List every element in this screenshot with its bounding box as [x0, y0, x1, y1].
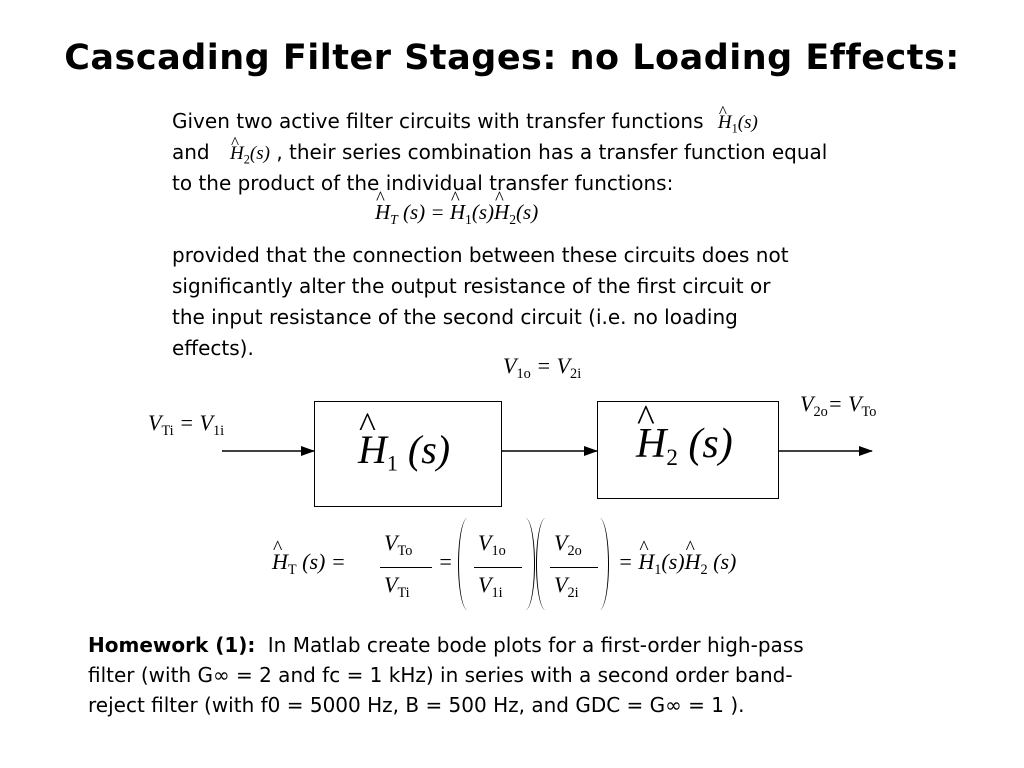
input-voltage-label: $V_{Ti} = V_{1i}$: [148, 410, 225, 439]
product-formula: ^ $H_T$ (s) = ^ $H_1(s)\^{}$ $H_2(s)$: [375, 200, 538, 228]
homework-text-1: In Matlab create bode plots for a first-order high-pass: [267, 633, 804, 657]
provided-line-4: effects).: [172, 336, 254, 360]
homework-line-1: [88, 630, 968, 660]
intro-line-3: to the product of the individual transfer functions:: [172, 171, 674, 195]
intro-text-2: , their series combination has a transfer function equal: [276, 140, 828, 164]
output-voltage-label: $V_{2o}= V_{To}$: [800, 391, 877, 420]
homework-paragraph: [88, 630, 968, 720]
homework-line-2: filter (with G∞ = 2 and fc = 1 kHz) in series with a second order band-: [88, 663, 793, 687]
intro-text-1: Given two active filter circuits with transfer functions: [172, 109, 704, 133]
provided-line-3: the input resistance of the second circuit (i.e. no loading: [172, 305, 738, 329]
homework-line-3: reject filter (with f0 = 5000 Hz, B = 500 Hz, and GDC = G∞ = 1 ).: [88, 693, 745, 717]
provided-line-2: significantly alter the output resistance of the first circuit or: [172, 274, 771, 298]
provided-line-1: provided that the connection between these circuits does not: [172, 243, 789, 267]
block-1-label: ^ $H_1$ (s): [358, 426, 450, 477]
homework-label: Homework (1):: [88, 633, 256, 657]
intro-and: and: [172, 140, 210, 164]
derivation-equation: ^ $H_T$ (s) = $V_{To}$ $V_{Ti}$ = $V_{1o}$ $V_{1i}$ $V_{2o}$ $V_{2i}$ = ^ $H_1(s)\^{}$ $H_2$ (s): [272, 518, 802, 618]
slide-title: Cascading Filter Stages: no Loading Effects:: [64, 38, 960, 78]
h1-inline-formula: ^ $H_1(s)$: [718, 112, 758, 133]
block-2-label: ^ $H_2$ (s): [636, 420, 733, 471]
h2-inline-formula: ^ $H_2(s)$: [230, 143, 270, 164]
mid-voltage-label: $V_{1o} = V_{2i}$: [503, 353, 582, 382]
